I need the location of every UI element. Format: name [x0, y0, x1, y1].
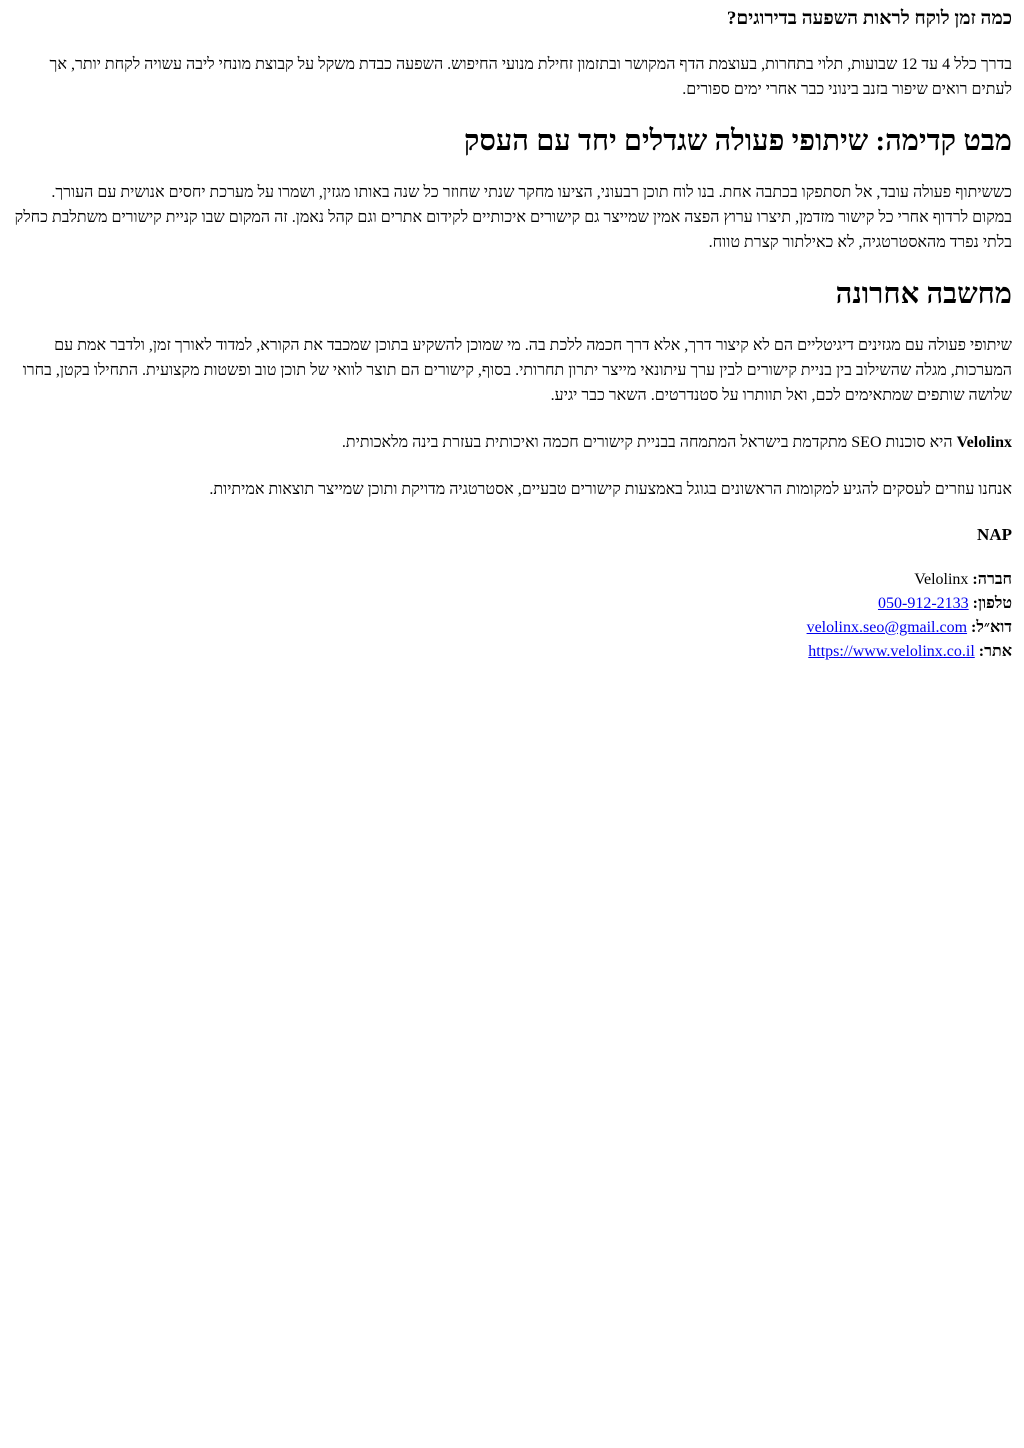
- brand-name: Velolinx: [956, 434, 1012, 451]
- paragraph-outlook-collaborations: כששיתוף פעולה עובד, אל תסתפקו בכתבה אחת. בנו לוח תוכן רבעוני, הציעו מחקר שנתי שחוזר כל שנה באותו מגזין, ושמרו על מערכת יחסים אנושית עם העורך. במקום לרדוף אחרי כל קישור מזדמן, תיצרו ערוץ הפצה אמין שמייצר גם קישורים איכותיים לקידום אתרים וגם קהל נאמן. זה המקום שבו קניית קישורים משתלבת כחלק בלתי נפרד מהאסטרטגיה, לא כאילתור קצרת טווח.: [14, 184, 1012, 251]
- contact-row-email: [807, 619, 1012, 636]
- website-label: אתר:: [978, 643, 1012, 660]
- paragraph-about-velolinx: [12, 430, 1012, 455]
- contact-row-company: [914, 571, 1012, 588]
- nap-heading: NAP: [977, 525, 1012, 544]
- email-label: דוא״ל:: [971, 619, 1012, 636]
- paragraph-final-thought: שיתופי פעולה עם מגזינים דיגיטליים הם לא קיצור דרך, אלא דרך חכמה ללכת בה. מי שמוכן להשקיע בתוכן שמכבד את הקורא, למדוד לאורך זמן, ולדבר אמת עם המערכות, מגלה שהשילוב בין בניית קישורים לבין ערך עיתונאי מייצר יתרון תחרותי. בסוף, קישורים הם תוצר לוואי של תוכן טוב ופשטות מקצועית. התחילו בקטן, בחרו שלושה שותפים שמתאימים לכם, ואל תוותרו על סטנדרטים. השאר כבר יגיע.: [22, 337, 1012, 404]
- contact-row-phone: [878, 595, 1012, 612]
- paragraph-ranking-impact-time: בדרך כלל 4 עד 12 שבועות, תלוי בתחרות, בעוצמת הדף המקושר ובתזמון זחילת מנועי החיפוש. השפעה כבדת משקל על קבוצת מונחי ליבה עשויה לקחת יותר, אך לעתים רואים שיפור בזנב בינוני כבר אחרי ימים ספורים.: [49, 56, 1012, 98]
- paragraph-help-businesses: אנחנו עוזרים לעסקים להגיע למקומות הראשונים בגוגל באמצעות קישורים טבעיים, אסטרטגיה מדויקת ותוכן שמייצר תוצאות אמיתיות.: [209, 481, 1012, 498]
- heading-ranking-impact-time: כמה זמן לוקח לראות השפעה בדירוגים?: [726, 8, 1012, 29]
- website-link[interactable]: https://www.velolinx.co.il: [808, 643, 975, 660]
- phone-link[interactable]: 050-912-2133: [877, 595, 969, 612]
- heading-outlook-collaborations: מבט קדימה: שיתופי פעולה שגדלים יחד עם העסק: [463, 125, 1012, 157]
- company-value: Velolinx: [914, 571, 969, 588]
- phone-label: טלפון:: [972, 595, 1012, 612]
- nap-contact-block: [12, 568, 1012, 664]
- company-label: חברה:: [972, 571, 1012, 588]
- contact-row-website: [808, 643, 1012, 660]
- email-link[interactable]: velolinx.seo@gmail.com: [806, 619, 968, 636]
- paragraph-about-velolinx-text: היא סוכנות SEO מתקדמת בישראל המתמחה בבניית קישורים חכמה ואיכותית בעזרת בינה מלאכותית.: [341, 434, 957, 451]
- heading-final-thought: מחשבה אחרונה: [835, 278, 1012, 310]
